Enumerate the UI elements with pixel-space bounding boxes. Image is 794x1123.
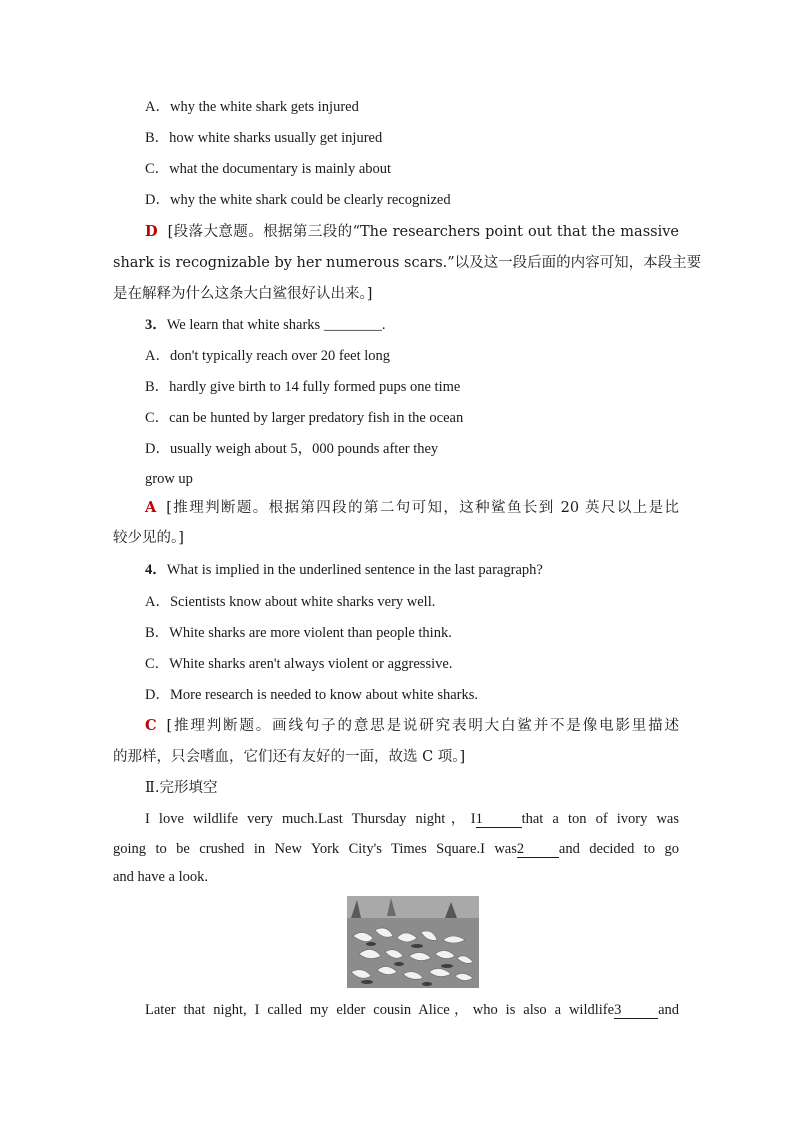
q3-period: . [381,317,386,333]
q3-option-c: C．can be hunted by larger predatory fish in the ocean [145,410,464,426]
q3-explanation-text-1: [推理判断题。根据第四段的第二句可知，这种鲨鱼长到 20 英尺以上是比 [166,500,679,516]
q3-number: 3． [145,317,167,333]
cloze-line-3: and have a look. [113,869,209,885]
q2-explanation-text-1: [段落大意题。根据第三段的“The researchers point out that the massive [167,224,679,240]
cloze-text-4a: Later that night, I called my elder cousin Alice，who is also a wildlife [145,1002,615,1018]
crushed-ivory-photo [347,896,479,988]
q4-explanation-line-1 [145,716,679,736]
section-heading-cloze: Ⅱ.完形填空 [145,780,218,796]
q2-option-a: A．why the white shark gets injured [145,99,359,115]
q4-option-a: A．Scientists know about white sharks very well. [145,594,436,610]
q3-answer-letter: A [145,499,157,516]
q3-blank: ________ [323,317,382,333]
q3-stem-text: We learn that white sharks [166,317,321,333]
q4-explanation-line-2: 的那样，只会嗜血，它们还有友好的一面，故选 C 项。] [113,749,466,765]
q4-stem [145,560,543,580]
cloze-blank-2: 2 [517,841,559,858]
q3-option-b: B．hardly give birth to 14 fully formed pups one time [145,379,461,395]
q4-option-d: D．More research is needed to know about white sharks. [145,687,479,703]
cloze-blank-3: 3 [614,1002,658,1019]
q2-answer-letter: D [145,223,158,240]
q2-explanation-line-1 [145,222,679,242]
q4-explanation-text-1: [推理判断题。画线句子的意思是说研究表明大白鲨并不是像电影里描述 [166,718,679,734]
q4-option-c: C．White sharks aren't always violent or aggressive. [145,656,453,672]
cloze-text-4b: and [658,1002,679,1018]
q2-explanation-line-2: shark is recognizable by her numerous scars.”以及这一段后面的内容可知，本段主要 [113,255,702,271]
cloze-line-4 [145,1000,679,1020]
q3-explanation-line-2: 较少见的。] [113,530,184,546]
cloze-text-2b: and decided to go [558,841,679,857]
cloze-line-1 [145,809,679,829]
q2-option-b: B．how white sharks usually get injured [145,130,383,146]
q4-number: 4． [145,562,167,578]
cloze-blank-1: 1 [476,811,522,828]
q3-option-d: D．usually weigh about 5，000 pounds after they [145,441,439,457]
cloze-line-2 [113,839,679,859]
q4-stem-text: What is implied in the underlined sentence in the last paragraph? [166,562,543,578]
q3-option-d-continued: grow up [145,471,193,487]
q4-answer-letter: C [145,717,157,734]
q3-option-a: A．don't typically reach over 20 feet long [145,348,391,364]
q3-explanation-line-1 [145,498,679,518]
q3-stem [145,315,385,335]
q2-option-d: D．why the white shark could be clearly recognized [145,192,451,208]
q4-option-b: B．White sharks are more violent than people think. [145,625,452,641]
q2-option-c: C．what the documentary is mainly about [145,161,392,177]
cloze-text-2a: going to be crushed in New York City's Times Square.I was [113,841,517,857]
cloze-text-1b: that a ton of ivory was [521,811,679,827]
cloze-text-1a: I love wildlife very much.Last Thursday night，I [145,811,476,827]
q2-explanation-line-3: 是在解释为什么这条大白鲨很好认出来。] [113,286,373,302]
